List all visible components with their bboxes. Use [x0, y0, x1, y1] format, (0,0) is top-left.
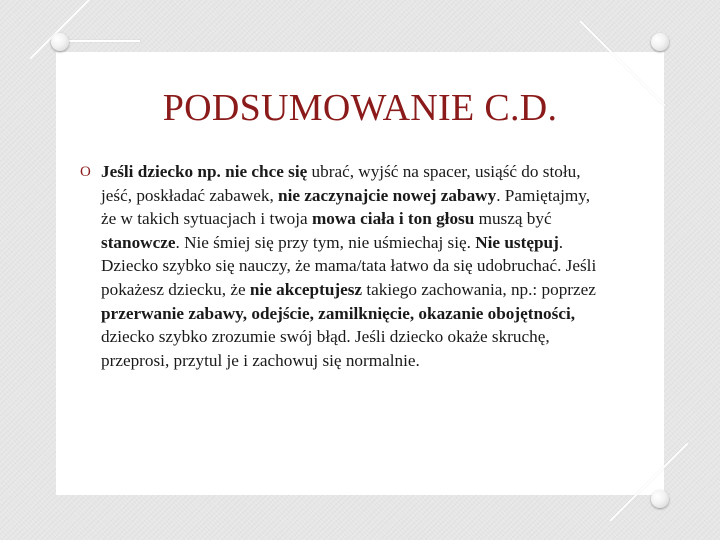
paragraph-bold-run: Jeśli dziecko np. nie chce się	[101, 162, 308, 181]
paragraph-bold-run: nie akceptujesz	[249, 279, 363, 299]
paragraph-bold-run: Nie ustępuj	[475, 232, 559, 252]
paragraph-bold-run: przerwanie zabawy, odejście, zamilknięcie, okazanie obojętności,	[101, 303, 576, 323]
paragraph-run: takiego zachowania, np.: poprzez	[362, 279, 596, 299]
frame-line-top-left-h	[60, 40, 140, 42]
paragraph-run: . Nie śmiej się przy tym, nie uśmiechaj się.	[175, 232, 476, 252]
corner-ornament-top-left	[51, 33, 69, 51]
paragraph-run: ubrać, wyjść na spacer, usiąść do stołu, jeść, poskładać zabawek,	[101, 162, 581, 205]
corner-ornament-bottom-right	[651, 490, 669, 508]
bullet-circle-icon: O	[80, 164, 91, 180]
bullet-paragraph	[101, 160, 605, 372]
bullet-item	[80, 160, 605, 372]
paragraph-bold-run: nie zaczynajcie nowej zabawy	[278, 185, 497, 205]
slide-title: PODSUMOWANIE C.D.	[162, 87, 558, 129]
paragraph-bold-run: mowa ciała i ton głosu	[311, 209, 475, 229]
paragraph-bold-run: stanowcze	[101, 232, 176, 252]
paragraph-run: . Dziecko szybko się nauczy, że mama/tata łatwo da się udobruchać. Jeśli pokażesz dziecku, że	[101, 232, 597, 299]
corner-ornament-top-right	[651, 33, 669, 51]
paragraph-run: dziecko szybko zrozumie swój błąd. Jeśli dziecko okaże skruchę, przeprosi, przytul je i zachowuj się normalnie.	[101, 327, 550, 370]
paragraph-run: muszą być	[474, 209, 552, 229]
paragraph-run: . Pamiętajmy, że w takich sytuacjach i twoja	[101, 185, 591, 229]
